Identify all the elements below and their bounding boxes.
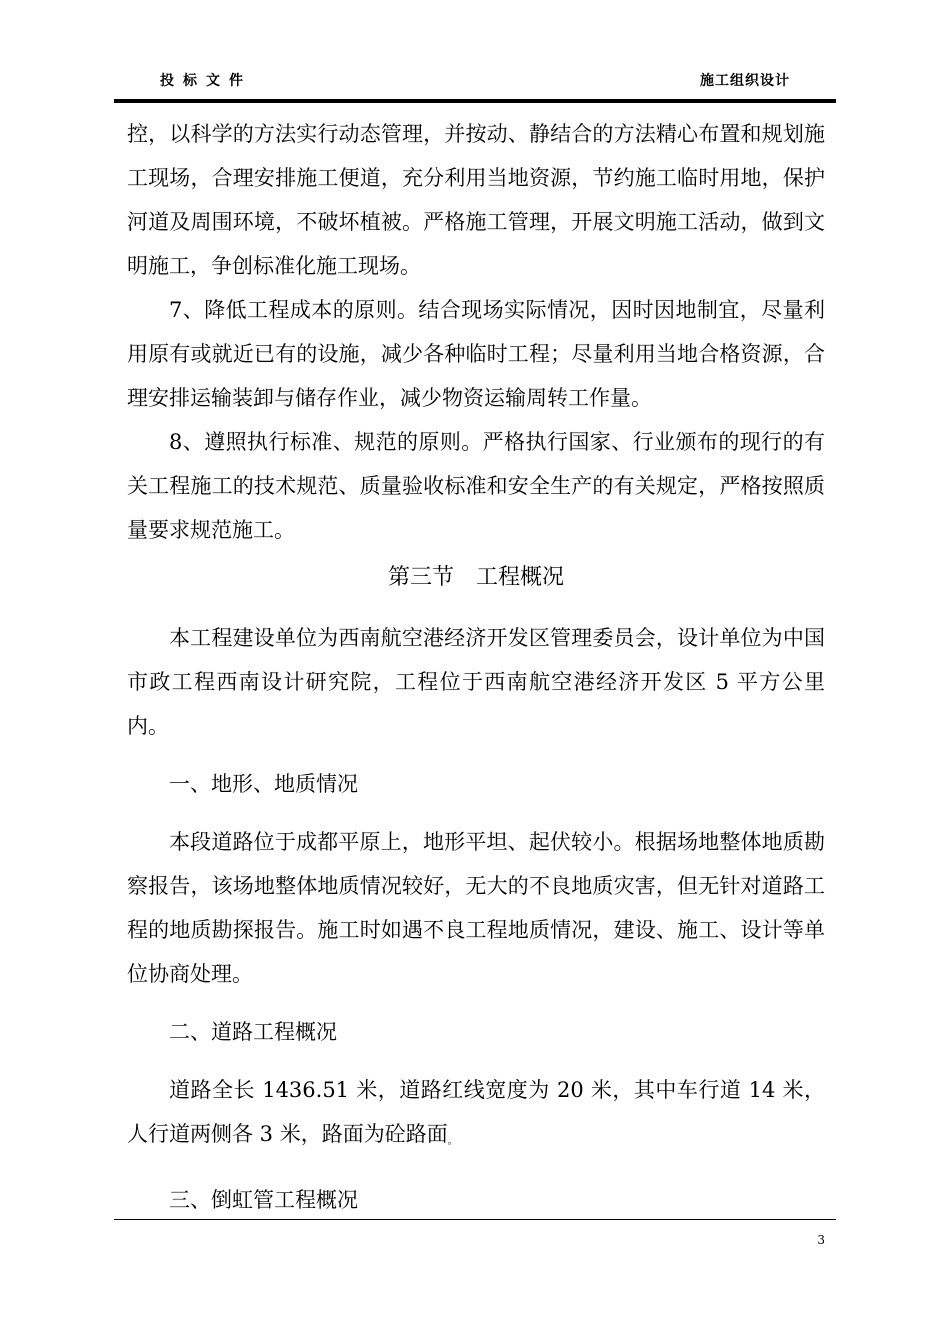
footer-divider: [114, 1219, 836, 1220]
paragraph-project-overview: 本工程建设单位为西南航空港经济开发区管理委员会，设计单位为中国市政工程西南设计研究院，工程位于西南航空港经济开发区 5 平方公里内。: [127, 626, 825, 738]
paragraph-terrain-geology: 本段道路位于成都平原上，地形平坦、起伏较小。根据场地整体地质勘察报告，该场地整体地质情况较好，无大的不良地质灾害，但无针对道路工程的地质勘探报告。施工时如遇不良工程地质情况，建设、施工、设计等单位协商处理。: [127, 830, 825, 986]
heading-road-overview: 二、道路工程概况: [169, 1020, 337, 1044]
document-body: [127, 112, 825, 1222]
paragraph-road-overview: [127, 1068, 825, 1164]
paragraph-civilized-construction: 控，以科学的方法实行动态管理，并按动、静结合的方法精心布置和规划施工现场，合理安排施工便道，充分利用当地资源，节约施工临时用地，保护河道及周围环境，不破坏植被。严格施工管理，开展文明施工活动，做到文明施工，争创标准化施工现场。: [127, 122, 825, 278]
section-title: 第三节 工程概况: [387, 565, 564, 590]
paragraph-standards-principle: 8、遵照执行标准、规范的原则。严格执行国家、行业颁布的现行的有关工程施工的技术规范、质量验收标准和安全生产的有关规定，严格按照质量要求规范施工。: [127, 430, 825, 542]
header-doc-type: 投标文件: [160, 73, 252, 89]
road-overview-period: 。: [447, 1136, 458, 1147]
paragraph-cost-principle: 7、降低工程成本的原则。结合现场实际情况，因时因地制宜，尽量利用原有或就近已有的设施，减少各种临时工程；尽量利用当地合格资源，合理安排运输装卸与储存作业，减少物资运输周转工作量。: [127, 298, 825, 410]
heading-inverted-siphon: 三、倒虹管工程概况: [169, 1188, 358, 1212]
header-divider: [114, 99, 836, 103]
heading-terrain-geology: 一、地形、地质情况: [169, 772, 358, 796]
road-overview-text: 道路全长 1436.51 米，道路红线宽度为 20 米，其中车行道 14 米，人行道两侧各 3 米，路面为砼路面: [127, 1078, 825, 1146]
page-number: 3: [817, 1233, 825, 1247]
header-doc-section: 施工组织设计: [700, 73, 790, 89]
